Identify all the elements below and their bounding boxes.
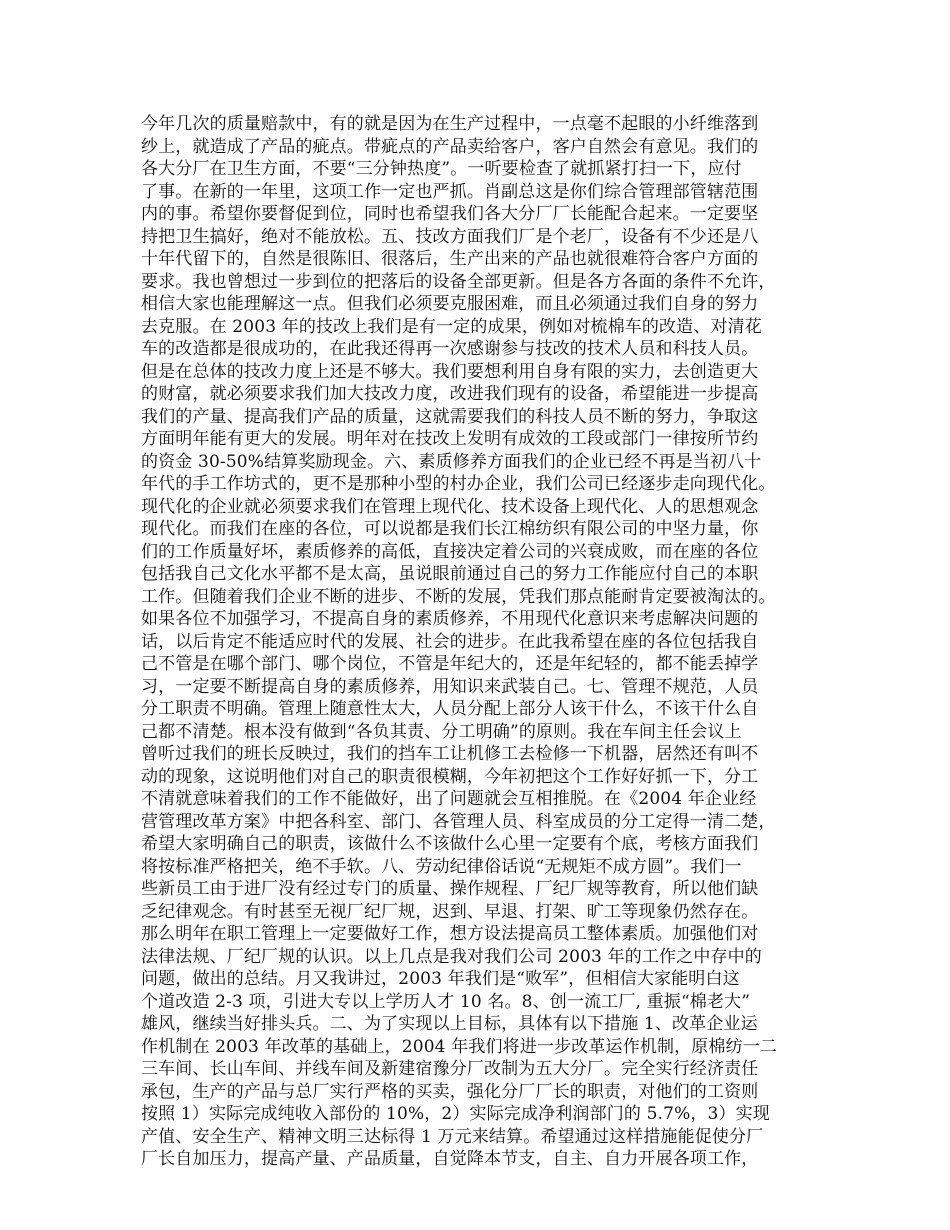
text-line: 们的工作质量好坏，素质修养的高低，直接决定着公司的兴衰成败，而在座的各位: [141, 541, 759, 562]
text-line: 我们的产量、提高我们产品的质量，这就需要我们的科技人员不断的努力，争取这: [141, 406, 759, 427]
text-line: 问题，做出的总结。月又我讲过，2003 年我们是“败军”，但相信大家能明白这: [141, 969, 740, 989]
text-line: 如果各位不加强学习，不提高自身的素质修养，不用现代化意识来考虑解决问题的: [141, 609, 759, 629]
text-line: 话，以后肯定不能适应时代的发展、社会的进步。在此我希望在座的各位包括我自: [141, 631, 759, 652]
text-line: 今年几次的质量赔款中，有的就是因为在生产过程中，一点毫不起眼的小纤维落到: [141, 114, 759, 134]
text-line: 的财富，就必须要求我们加大技改力度，改进我们现有的设备，希望能进一步提高: [141, 384, 759, 404]
text-line: 动的现象，这说明他们对自己的职责很模糊，今年初把这个工作好好抓一下，分工: [141, 766, 759, 787]
text-line: 曾听过我们的班长反映过，我们的挡车工让机修工去检修一下机器，居然还有叫不: [141, 744, 759, 764]
text-line: 年代的手工作坊式的，更不是那种小型的村办企业，我们公司已经逐步走向现代化。: [141, 474, 776, 494]
text-line: 分工职责不明确。管理上随意性太大，人员分配上部分人该干什么，不该干什么自: [141, 699, 759, 719]
text-line: 持把卫生搞好，绝对不能放松。五、技改方面我们厂是个老厂，设备有不少还是八: [141, 226, 759, 247]
text-line: 乏纪律观念。有时甚至无视厂纪厂规，迟到、早退、打架、旷工等现象仍然存在。: [141, 901, 759, 922]
body-text: [141, 113, 831, 1171]
text-line: 现代化的企业就必须要求我们在管理上现代化、技术设备上现代化、人的思想观念: [141, 496, 759, 517]
text-line: 将按标准严格把关，绝不手软。八、劳动纪律俗话说“无规矩不成方圆”。我们一: [141, 856, 742, 877]
text-line: 营管理改革方案》中把各科室、部门、各管理人员、科室成员的分工定得一清二楚，: [141, 811, 776, 832]
text-line: 按照 1）实际完成纯收入部份的 10%，2）实际完成净利润部门的 5.7%，3）实现: [141, 1104, 770, 1124]
text-line: 方面明年能有更大的发展。明年对在技改上发明有成效的工段或部门一律按所节约: [141, 429, 759, 449]
text-line: 的资金 30-50%结算奖励现金。六、素质修养方面我们的企业已经不再是当初八十: [141, 451, 762, 472]
text-line: 内的事。希望你要督促到位，同时也希望我们各大分厂厂长能配合起来。一定要坚: [141, 204, 759, 224]
text-line: 不清就意味着我们的工作不能做好，出了问题就会互相推脱。在《2004 年企业经: [141, 789, 757, 809]
text-line: 三车间、长山车间、并线车间及新建宿豫分厂改制为五大分厂。完全实行经济责任: [141, 1059, 759, 1079]
text-line: 那么明年在职工管理上一定要做好工作，想方设法提高员工整体素质。加强他们对: [141, 924, 759, 944]
text-line: 产值、安全生产、精神文明三达标得 1 万元来结算。希望通过这样措施能促使分厂: [141, 1126, 764, 1147]
text-line: 些新员工由于进厂没有经过专门的质量、操作规程、厂纪厂规等教育，所以他们缺: [141, 879, 759, 899]
text-line: 习，一定要不断提高自身的素质修养，用知识来武装自己。七、管理不规范，人员: [141, 676, 759, 697]
text-line: 厂长自加压力，提高产量、产品质量，自觉降本节支，自主、自力开展各项工作，: [141, 1149, 759, 1169]
text-line: 包括我自己文化水平都不是太高，虽说眼前通过自己的努力工作能应付自己的本职: [141, 564, 759, 584]
text-line: 现代化。而我们在座的各位，可以说都是我们长江棉纺织有限公司的中坚力量，你: [141, 519, 759, 539]
text-line: 了事。在新的一年里，这项工作一定也严抓。肖副总这是你们综合管理部管辖范围: [141, 181, 759, 202]
text-line: 纱上，就造成了产品的疵点。带疵点的产品卖给客户，客户自然会有意见。我们的: [141, 136, 759, 157]
text-line: 己都不清楚。根本没有做到“各负其责、分工明确”的原则。我在车间主任会议上: [141, 721, 742, 742]
text-line: 希望大家明确自己的职责，该做什么不该做什么心里一定要有个底，考核方面我们: [141, 834, 759, 854]
text-line: 法律法规、厂纪厂规的认识。以上几点是我对我们公司 2003 年的工作之中存中的: [141, 946, 762, 967]
text-line: 十年代留下的，自然是很陈旧、很落后，生产出来的产品也就很难符合客户方面的: [141, 249, 759, 269]
text-line: 相信大家也能理解这一点。但我们必须要克服困难，而且必须通过我们自身的努力: [141, 294, 759, 314]
text-line: 车的改造都是很成功的，在此我还得再一次感谢参与技改的技术人员和科技人员。: [141, 339, 759, 359]
text-line: 个道改造 2-3 项，引进大专以上学历人才 10 名。8、创一流工厂, 重振“棉老大”: [141, 991, 751, 1012]
text-line: 雄风，继续当好排头兵。二、为了实现以上目标，具体有以下措施 1、改革企业运: [141, 1014, 758, 1034]
text-line: 作机制在 2003 年改革的基础上，2004 年我们将进一步改革运作机制，原棉纺一二: [141, 1036, 778, 1057]
text-line: 但是在总体的技改力度上还是不够大。我们要想利用自身有限的实力，去创造更大: [141, 361, 759, 382]
text-line: 己不管是在哪个部门、哪个岗位，不管是年纪大的，还是年纪轻的，都不能丢掉学: [141, 654, 759, 674]
text-line: 去克服。在 2003 年的技改上我们是有一定的成果，例如对梳棉车的改造、对清花: [141, 316, 762, 337]
text-line: 要求。我也曾想过一步到位的把落后的设备全部更新。但是各方各面的条件不允许，: [141, 271, 776, 292]
text-line: 承包，生产的产品与总厂实行严格的买卖，强化分厂厂长的职责，对他们的工资则: [141, 1081, 759, 1102]
text-line: 各大分厂在卫生方面，不要“三分钟热度”。一听要检查了就抓紧打扫一下，应付: [141, 159, 742, 179]
text-line: 工作。但随着我们企业不断的进步、不断的发展，凭我们那点能耐肯定要被淘汰的。: [141, 586, 776, 607]
